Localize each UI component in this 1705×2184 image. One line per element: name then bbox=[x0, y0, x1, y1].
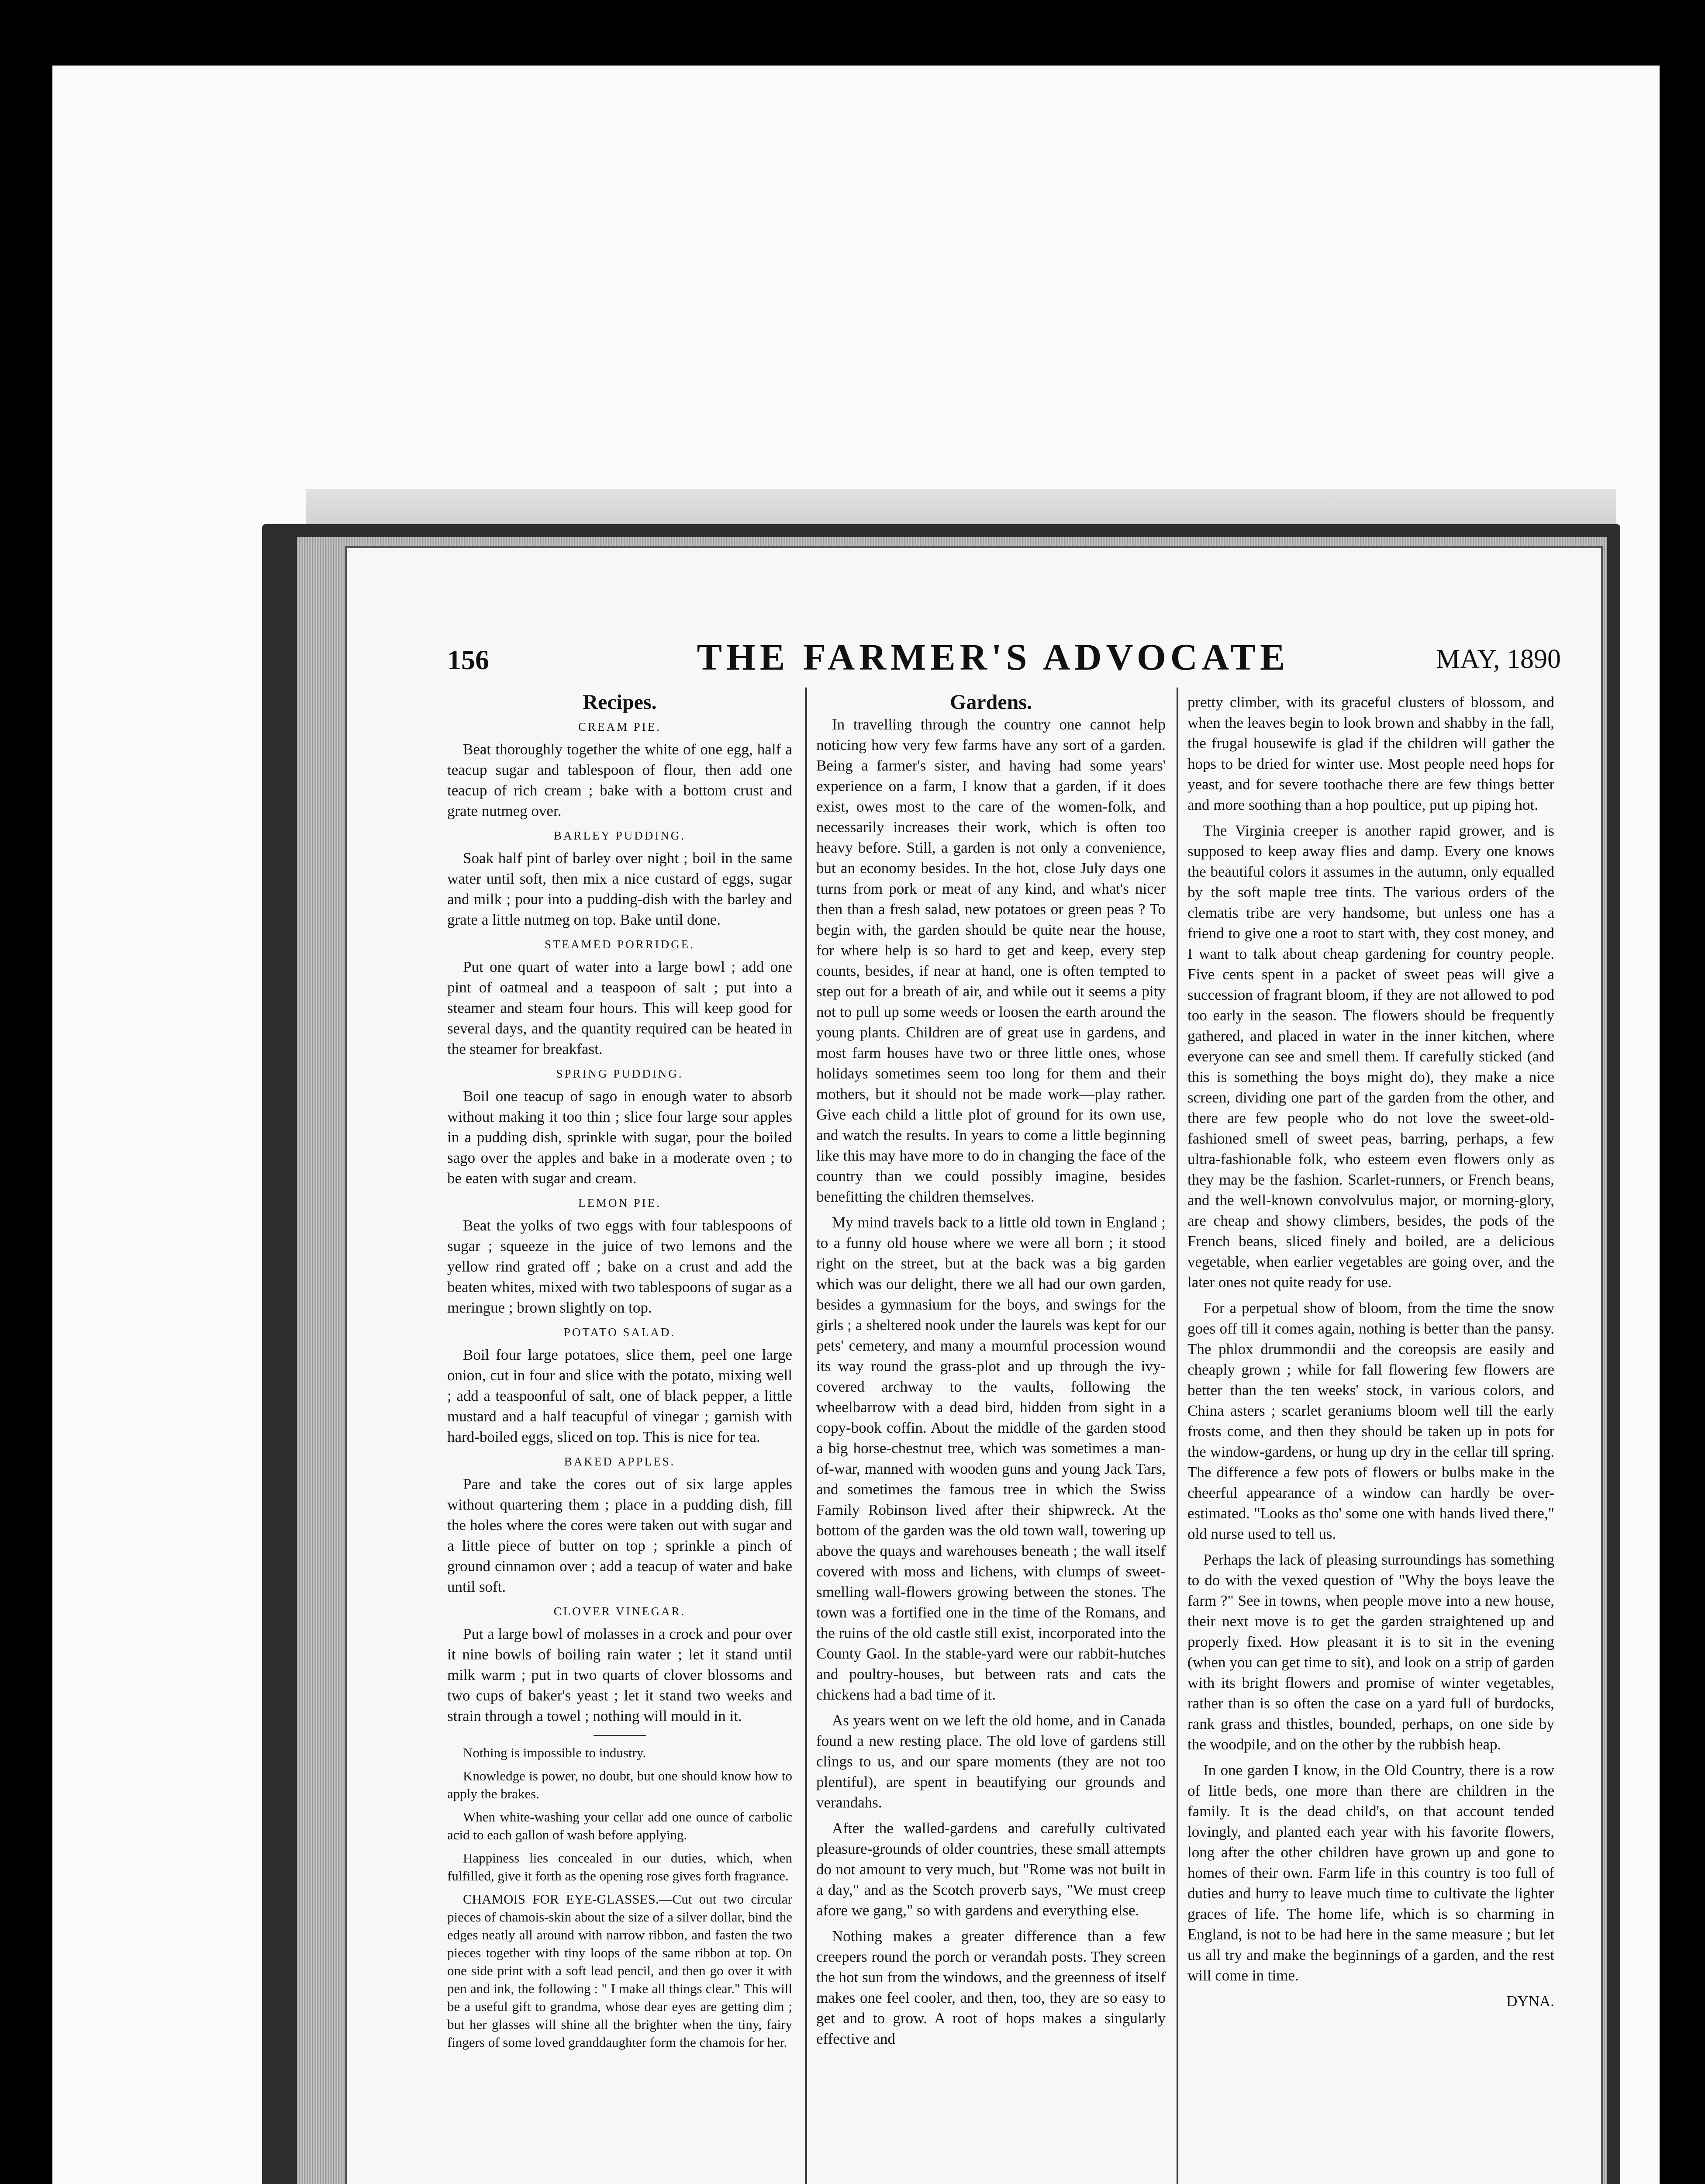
newspaper-page bbox=[345, 546, 1603, 2184]
note-item: Happiness lies concealed in our duties, which, when fulfilled, give it forth as the opening rose gives forth fragrance. bbox=[447, 1850, 792, 1883]
recipe-title: CLOVER VINEGAR. bbox=[553, 1605, 686, 1618]
page-header bbox=[447, 635, 1561, 683]
recipes-heading: Recipes. bbox=[583, 692, 657, 714]
recipe-body: Beat the yolks of two eggs with four tablespoons of sugar ; squeeze in the juice of two lemons and the yellow rind grated off ; bake on a crust and add the beaten whites, mixed with two tablespoons of sugar as a meringue ; brown slightly on top. bbox=[447, 1217, 792, 1316]
recipes-column bbox=[447, 692, 792, 2184]
recipe-title: BAKED APPLES. bbox=[564, 1455, 676, 1468]
masthead: THE FARMER'S ADVOCATE bbox=[697, 636, 1290, 678]
recipe-title: LEMON PIE. bbox=[578, 1196, 661, 1209]
note-item: Knowledge is power, no doubt, but one should know how to apply the brakes. bbox=[447, 1768, 792, 1801]
column-rule bbox=[1177, 688, 1178, 2184]
recipe-body: Boil four large potatoes, slice them, peel one large onion, cut in four and slice with the potato, mixing well ; add a teaspoonful of salt, one of black pepper, a little mustard and a half teacupful of vinegar ; garnish with hard-boiled eggs, sliced on top. This is nice for tea. bbox=[447, 1346, 792, 1445]
page-number: 156 bbox=[447, 644, 489, 675]
note-item: CHAMOIS FOR EYE-GLASSES.—Cut out two circular pieces of chamois-skin about the size of a silver dollar, bind the edges neatly all around with narrow ribbon, and fasten the two pieces together with tiny loops of the same ribbon at top. On one side print with a soft lead pencil, and then go over it with pen and ink, the following : " I make all things clear." This will be a useful gift to grandma, whose dear eyes are getting dim ; but her glasses will shine all the brighter when the tiny, fairy fingers of some loved granddaughter form the chamois for her. bbox=[447, 1891, 792, 2050]
gardens-continued-column bbox=[1187, 692, 1554, 2184]
recipe-body: Soak half pint of barley over night ; boil in the same water until soft, then mix a nice custard of eggs, sugar and milk ; pour into a pudding-dish with the barley and grate a little nutmeg on top. Bake until done. bbox=[447, 850, 792, 928]
recipe-body: Pare and take the cores out of six large apples without quartering them ; place in a pudding dish, fill the holes where the cores were taken out with sugar and a little piece of butter on top ; sprinkle a pinch of ground cinnamon over ; add a teacup of water and bake until soft. bbox=[447, 1476, 792, 1595]
issue-date: MAY, 1890 bbox=[1436, 644, 1561, 674]
column-rule bbox=[805, 688, 807, 2184]
section-divider bbox=[594, 1735, 646, 1736]
note-item: Nothing is impossible to industry. bbox=[463, 1745, 646, 1760]
recipe-title: SPRING PUDDING. bbox=[556, 1067, 683, 1080]
recipe-title: CREAM PIE. bbox=[578, 720, 662, 733]
note-item: When white-washing your cellar add one ounce of carbolic acid to each gallon of wash before applying. bbox=[447, 1809, 792, 1842]
recipe-body: Put a large bowl of molasses in a crock and pour over it nine bowls of boiling rain water ; let it stand until milk warm ; put in two quarts of clover blossoms and two cups of baker's yeast ; let it stand two weeks and strain through a towel ; nothing will mould in it. bbox=[447, 1625, 792, 1724]
recipe-body: Put one quart of water into a large bowl ; add one pint of oatmeal and a teaspoon of salt ; put into a steamer and steam four hours. This will keep good for several days, and the quantity required can be heated in the steamer for breakfast. bbox=[447, 958, 792, 1057]
recipe-title: STEAMED PORRIDGE. bbox=[544, 938, 695, 951]
author-signature: DYNA. bbox=[1506, 1993, 1554, 2010]
article-paragraph: The Virginia creeper is another rapid grower, and is supposed to keep away flies and damp. Every one knows the beautiful colors it assumes in the autumn, only equalled by the soft maple tree tints. The various orders of the clematis tribe are very handsome, but unless one has a friend to give one a root to start with, they cost money, and I want to talk about cheap gardening for country people. Five cents spent in a packet of sweet peas will give a succession of fragrant bloom, if they are not allowed to pod too early in the season. The flowers should be frequently gathered, and placed in water in the inner kitchen, where everyone can see and smell them. If carefully sticked (and this is something the boys might do), they make a nice screen, dividing one part of the garden from the other, and there are few people who do not love the sweet-old-fashioned smell of sweet peas, barring, perhaps, a few ultra-fashionable folk, who esteem even flowers only as they may be the fashion. Scarlet-runners, or French beans, and the well-known convolvulus major, or morning-glory, are cheap and showy climbers, besides, the pods of the French beans, sliced finely and boiled, are a delicious vegetable, when earlier vegetables are going over, and the later ones not quite ready for use. bbox=[1187, 822, 1554, 1291]
article-paragraph: In one garden I know, in the Old Country, there is a row of little beds, one more than there are children in the family. It is the dead child's, on that account tended lovingly, and planted each year with his favorite flowers, long after the other children have grown up and gone to homes of their own. Farm life in this country is too full of duties and hurry to leave much time to cultivate the lighter graces of life. The home life, which is so charming in England, is not to be had here in the same measure ; but let us all try and make the beginnings of a garden, and the rest will come in time. bbox=[1187, 1762, 1554, 1984]
article-paragraph: For a perpetual show of bloom, from the time the snow goes off till it comes again, nothing is better than the pansy. The phlox drummondii and the coreopsis are easily and cheaply grown ; while for fall flowering few flowers are better than the ten weeks' stock, in various colors, and China asters ; scarlet geraniums bloom well till the early frosts come, and then they should be taken up in pots for the window-gardens, or hung up dry in the cellar till spring. The difference a few pots of flowers or bulbs make in the cheerful appearance of a window can hardly be over-estimated. "Looks as tho' some one with hands lived there," old nurse used to tell us. bbox=[1187, 1299, 1554, 1542]
article-paragraph: As years went on we left the old home, and in Canada found a new resting place. The old love of gardens still clings to us, and our spare moments (they are not too plentiful), are spent in beautifying our grounds and verandahs. bbox=[816, 1712, 1166, 1811]
recipe-body: Beat thoroughly together the white of one egg, half a teacup sugar and tablespoon of flour, then add one teacup of rich cream ; bake with a bottom crust and grate nutmeg over. bbox=[447, 741, 792, 819]
gardens-column bbox=[816, 692, 1166, 2184]
article-paragraph: My mind travels back to a little old town in England ; to a funny old house where we were all born ; it stood right on the street, but at the back was a big garden which was our delight, there we all had our own garden, besides a gymnasium for the boys, and swings for the girls ; a sheltered nook under the laurels was kept for our pets' cemetery, and many a mournful procession wound its way round the grass-plot and up through the ivy-covered archway to the vaults, following the wheelbarrow with a dead bird, hidden from sight in a copy-book coffin. About the middle of the garden stood a big horse-chestnut tree, which was sometimes a man-of-war, manned with wooden guns and young Jack Tars, and sometimes the famous tree in which the Swiss Family Robinson lived after their shipwreck. At the bottom of the garden was the old town wall, towering up above the quays and warehouses beneath ; the wall itself covered with moss and lichens, with clumps of sweet-smelling wall-flowers growing between the stones. The town was a fortified one in the time of the Romans, and the ruins of the old castle still exist, incorporated into the County Gaol. In the stable-yard were our rabbit-hutches and poultry-houses, but between rats and cats the chickens had a bad time of it. bbox=[816, 1214, 1166, 1703]
article-paragraph: After the walled-gardens and carefully cultivated pleasure-grounds of older countries, these small attempts do not amount to very much, but "Rome was not built in a day," and as the Scotch proverb says, "We must creep afore we gang," so with gardens and everything else. bbox=[816, 1820, 1166, 1919]
article-paragraph: pretty climber, with its graceful clusters of blossom, and when the leaves begin to look brown and shabby in the fall, the frugal housewife is glad if the children will gather the hops to be dried for winter use. Most people need hops for yeast, and for severe toothache there are few things better and more soothing than a hop poultice, put up piping hot. bbox=[1187, 694, 1554, 813]
gardens-heading: Gardens. bbox=[949, 692, 1032, 714]
article-paragraph: In travelling through the country one cannot help noticing how very few farms have any sort of a garden. Being a farmer's sister, and having had some years' experience on a farm, I know that a garden, if it does exist, owes most to the care of the women-folk, and necessarily increases their work, which is often too heavy before. Still, a garden is not only a convenience, but an economy besides. In the hot, close July days one turns from pork or meat of any kind, and what's nicer then than a fresh salad, new potatoes or green peas ? To begin with, the garden should be quite near the house, for where help is so hard to get and keep, every step counts, besides, if near at hand, one is often tempted to step out for a breath of air, and while out it seems a pity not to pull up some weeds or loosen the earth around the young plants. Children are of great use in gardens, and most farm houses have two or three little ones, whose holidays sometimes seem too long for them and their mothers, but it should not be made work—play rather. Give each child a little plot of ground for its own use, and watch the results. In years to come a little beginning like this may have more to do in changing the face of the country than we could possibly imagine, besides benefitting the children themselves. bbox=[816, 716, 1166, 1205]
recipe-body: Boil one teacup of sago in enough water to absorb without making it too thin ; slice four large sour apples in a pudding dish, sprinkle with sugar, pour the boiled sago over the apples and bake in a moderate oven ; to be eaten with sugar and cream. bbox=[447, 1088, 792, 1187]
recipe-title: BARLEY PUDDING. bbox=[554, 829, 686, 842]
recipe-title: POTATO SALAD. bbox=[563, 1326, 676, 1339]
notes-section bbox=[447, 1744, 792, 2051]
article-paragraph: Nothing makes a greater difference than a few creepers round the porch or verandah posts. They screen the hot sun from the windows, and the greenness of itself makes one feel cooler, and then, too, they are so easy to get and to grow. A root of hops makes a singularly effective and bbox=[816, 1928, 1166, 2047]
article-paragraph: Perhaps the lack of pleasing surroundings has something to do with the vexed question of "Why the boys leave the farm ?" See in towns, when people move into a new house, their next move is to get the garden straightened up and properly fixed. How pleasant it is to sit in the evening (when you can get time to sit), and look on a strip of garden with its bright flowers and promise of winter vegetables, rather than is so often the case on a yard full of burdocks, rank grass and thistles, bounded, perhaps, on one side by the woodpile, and on the other by the rubbish heap. bbox=[1187, 1551, 1554, 1753]
